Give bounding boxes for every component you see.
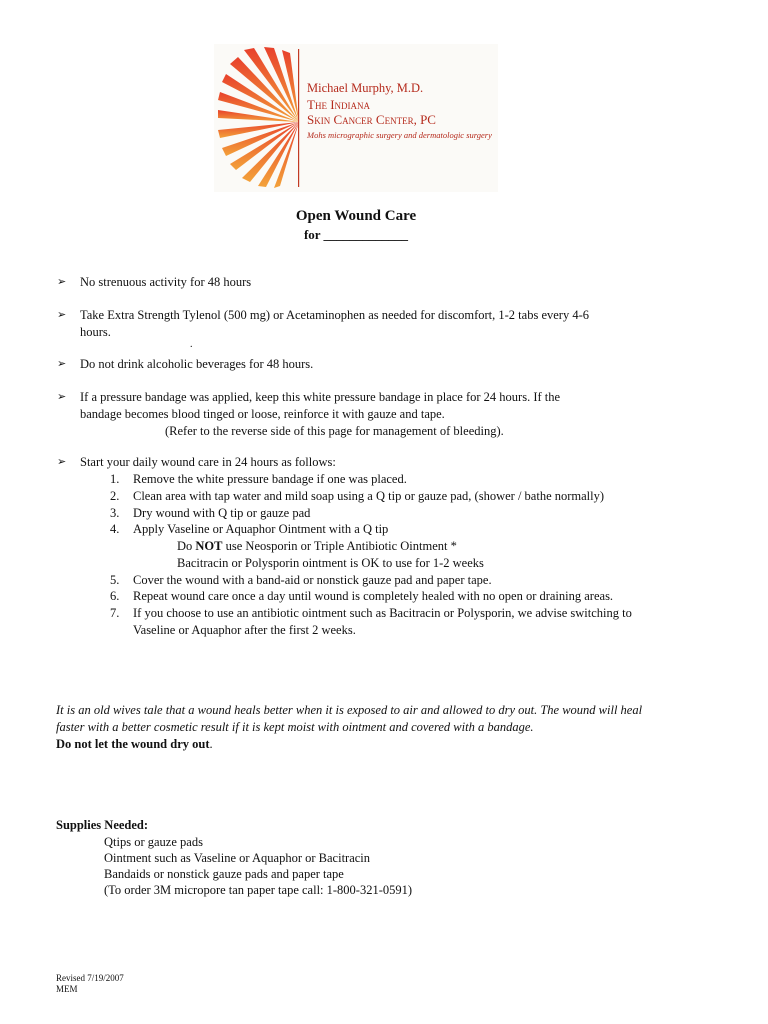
patient-name-line: for _____________ xyxy=(303,227,409,242)
step-text: Clean area with tap water and mild soap using a Q tip or gauze pad, (shower / bathe normally) xyxy=(133,489,605,503)
author-initials: MEM xyxy=(56,984,78,994)
dry-out-warning xyxy=(56,736,213,753)
bullet-pressure-note: (Refer to the reverse side of this page for management of bleeding). xyxy=(165,424,504,438)
step-text: If you choose to use an antibiotic ointment such as Bacitracin or Polysporin, we advise switching to xyxy=(133,606,632,620)
bullet-tylenol: Take Extra Strength Tylenol (500 mg) or Acetaminophen as needed for discomfort, 1-2 tabs every 4-6 xyxy=(80,308,589,322)
step-number: 2. xyxy=(110,489,120,503)
step-number: 7. xyxy=(110,606,120,620)
bullet-daily-care: Start your daily wound care in 24 hours as follows: xyxy=(80,455,336,469)
dry-out-period: . xyxy=(209,737,213,751)
warning-rest: use Neosporin or Triple Antibiotic Ointment * xyxy=(222,539,457,553)
bullet-arrow-icon: ➢ xyxy=(57,358,67,370)
bullet-pressure-cont: bandage becomes blood tinged or loose, reinforce it with gauze and tape. xyxy=(80,407,445,421)
bullet-tylenol-cont: hours. xyxy=(80,325,111,339)
clinic-logo xyxy=(214,44,498,192)
bullet-arrow-icon: ➢ xyxy=(57,276,67,288)
step-number: 1. xyxy=(110,472,120,486)
warning-do: Do xyxy=(177,539,196,553)
bacitracin-note: Bacitracin or Polysporin ointment is OK to use for 1-2 weeks xyxy=(177,556,484,570)
supplies-heading: Supplies Needed: xyxy=(56,818,149,832)
clinic-tagline: Mohs micrographic surgery and dermatologic surgery xyxy=(307,130,492,140)
bullet-activity: No strenuous activity for 48 hours xyxy=(80,275,252,289)
step-number: 5. xyxy=(110,573,120,587)
supply-item: Ointment such as Vaseline or Aquaphor or Bacitracin xyxy=(104,851,371,865)
step-text: Repeat wound care once a day until wound is completely healed with no open or draining areas. xyxy=(133,589,614,603)
bullet-arrow-icon: ➢ xyxy=(57,309,67,321)
sunburst-logo-icon xyxy=(214,44,309,192)
supply-item: Qtips or gauze pads xyxy=(104,835,203,849)
warning-not: NOT xyxy=(195,539,223,553)
wound-healing-note: It is an old wives tale that a wound heals better when it is exposed to air and allowed to dry out. The wound will heal xyxy=(56,703,643,717)
supply-item: (To order 3M micropore tan paper tape call: 1-800-321-0591) xyxy=(104,883,413,897)
dry-out-text: Do not let the wound dry out xyxy=(56,737,210,751)
clinic-name-line1: The Indiana xyxy=(307,97,371,112)
bullet-pressure: If a pressure bandage was applied, keep this white pressure bandage in place for 24 hours. If the xyxy=(80,390,561,404)
bullet-alcohol: Do not drink alcoholic beverages for 48 hours. xyxy=(80,357,314,371)
step-number: 3. xyxy=(110,506,120,520)
step-text-cont: Vaseline or Aquaphor after the first 2 weeks. xyxy=(133,623,356,637)
wound-healing-note-cont: faster with a better cosmetic result if it is kept moist with ointment and covered with a bandage. xyxy=(56,720,534,734)
clinic-name xyxy=(307,97,436,127)
step-number: 4. xyxy=(110,522,120,536)
supply-item: Bandaids or nonstick gauze pads and paper tape xyxy=(104,867,344,881)
step-text: Remove the white pressure bandage if one was placed. xyxy=(133,472,407,486)
doctor-name: Michael Murphy, M.D. xyxy=(307,81,424,95)
page-title: Open Wound Care xyxy=(295,208,417,224)
stray-mark: . xyxy=(190,339,193,350)
step-text: Apply Vaseline or Aquaphor Ointment with a Q tip xyxy=(133,522,389,536)
clinic-name-line2: Skin Cancer Center, PC xyxy=(307,112,436,127)
bullet-arrow-icon: ➢ xyxy=(57,391,67,403)
revised-date: Revised 7/19/2007 xyxy=(56,973,124,983)
bullet-arrow-icon: ➢ xyxy=(57,456,67,468)
step-number: 6. xyxy=(110,589,120,603)
neosporin-warning xyxy=(177,538,457,555)
step-text: Dry wound with Q tip or gauze pad xyxy=(133,506,311,520)
step-text: Cover the wound with a band-aid or nonstick gauze pad and paper tape. xyxy=(133,573,492,587)
